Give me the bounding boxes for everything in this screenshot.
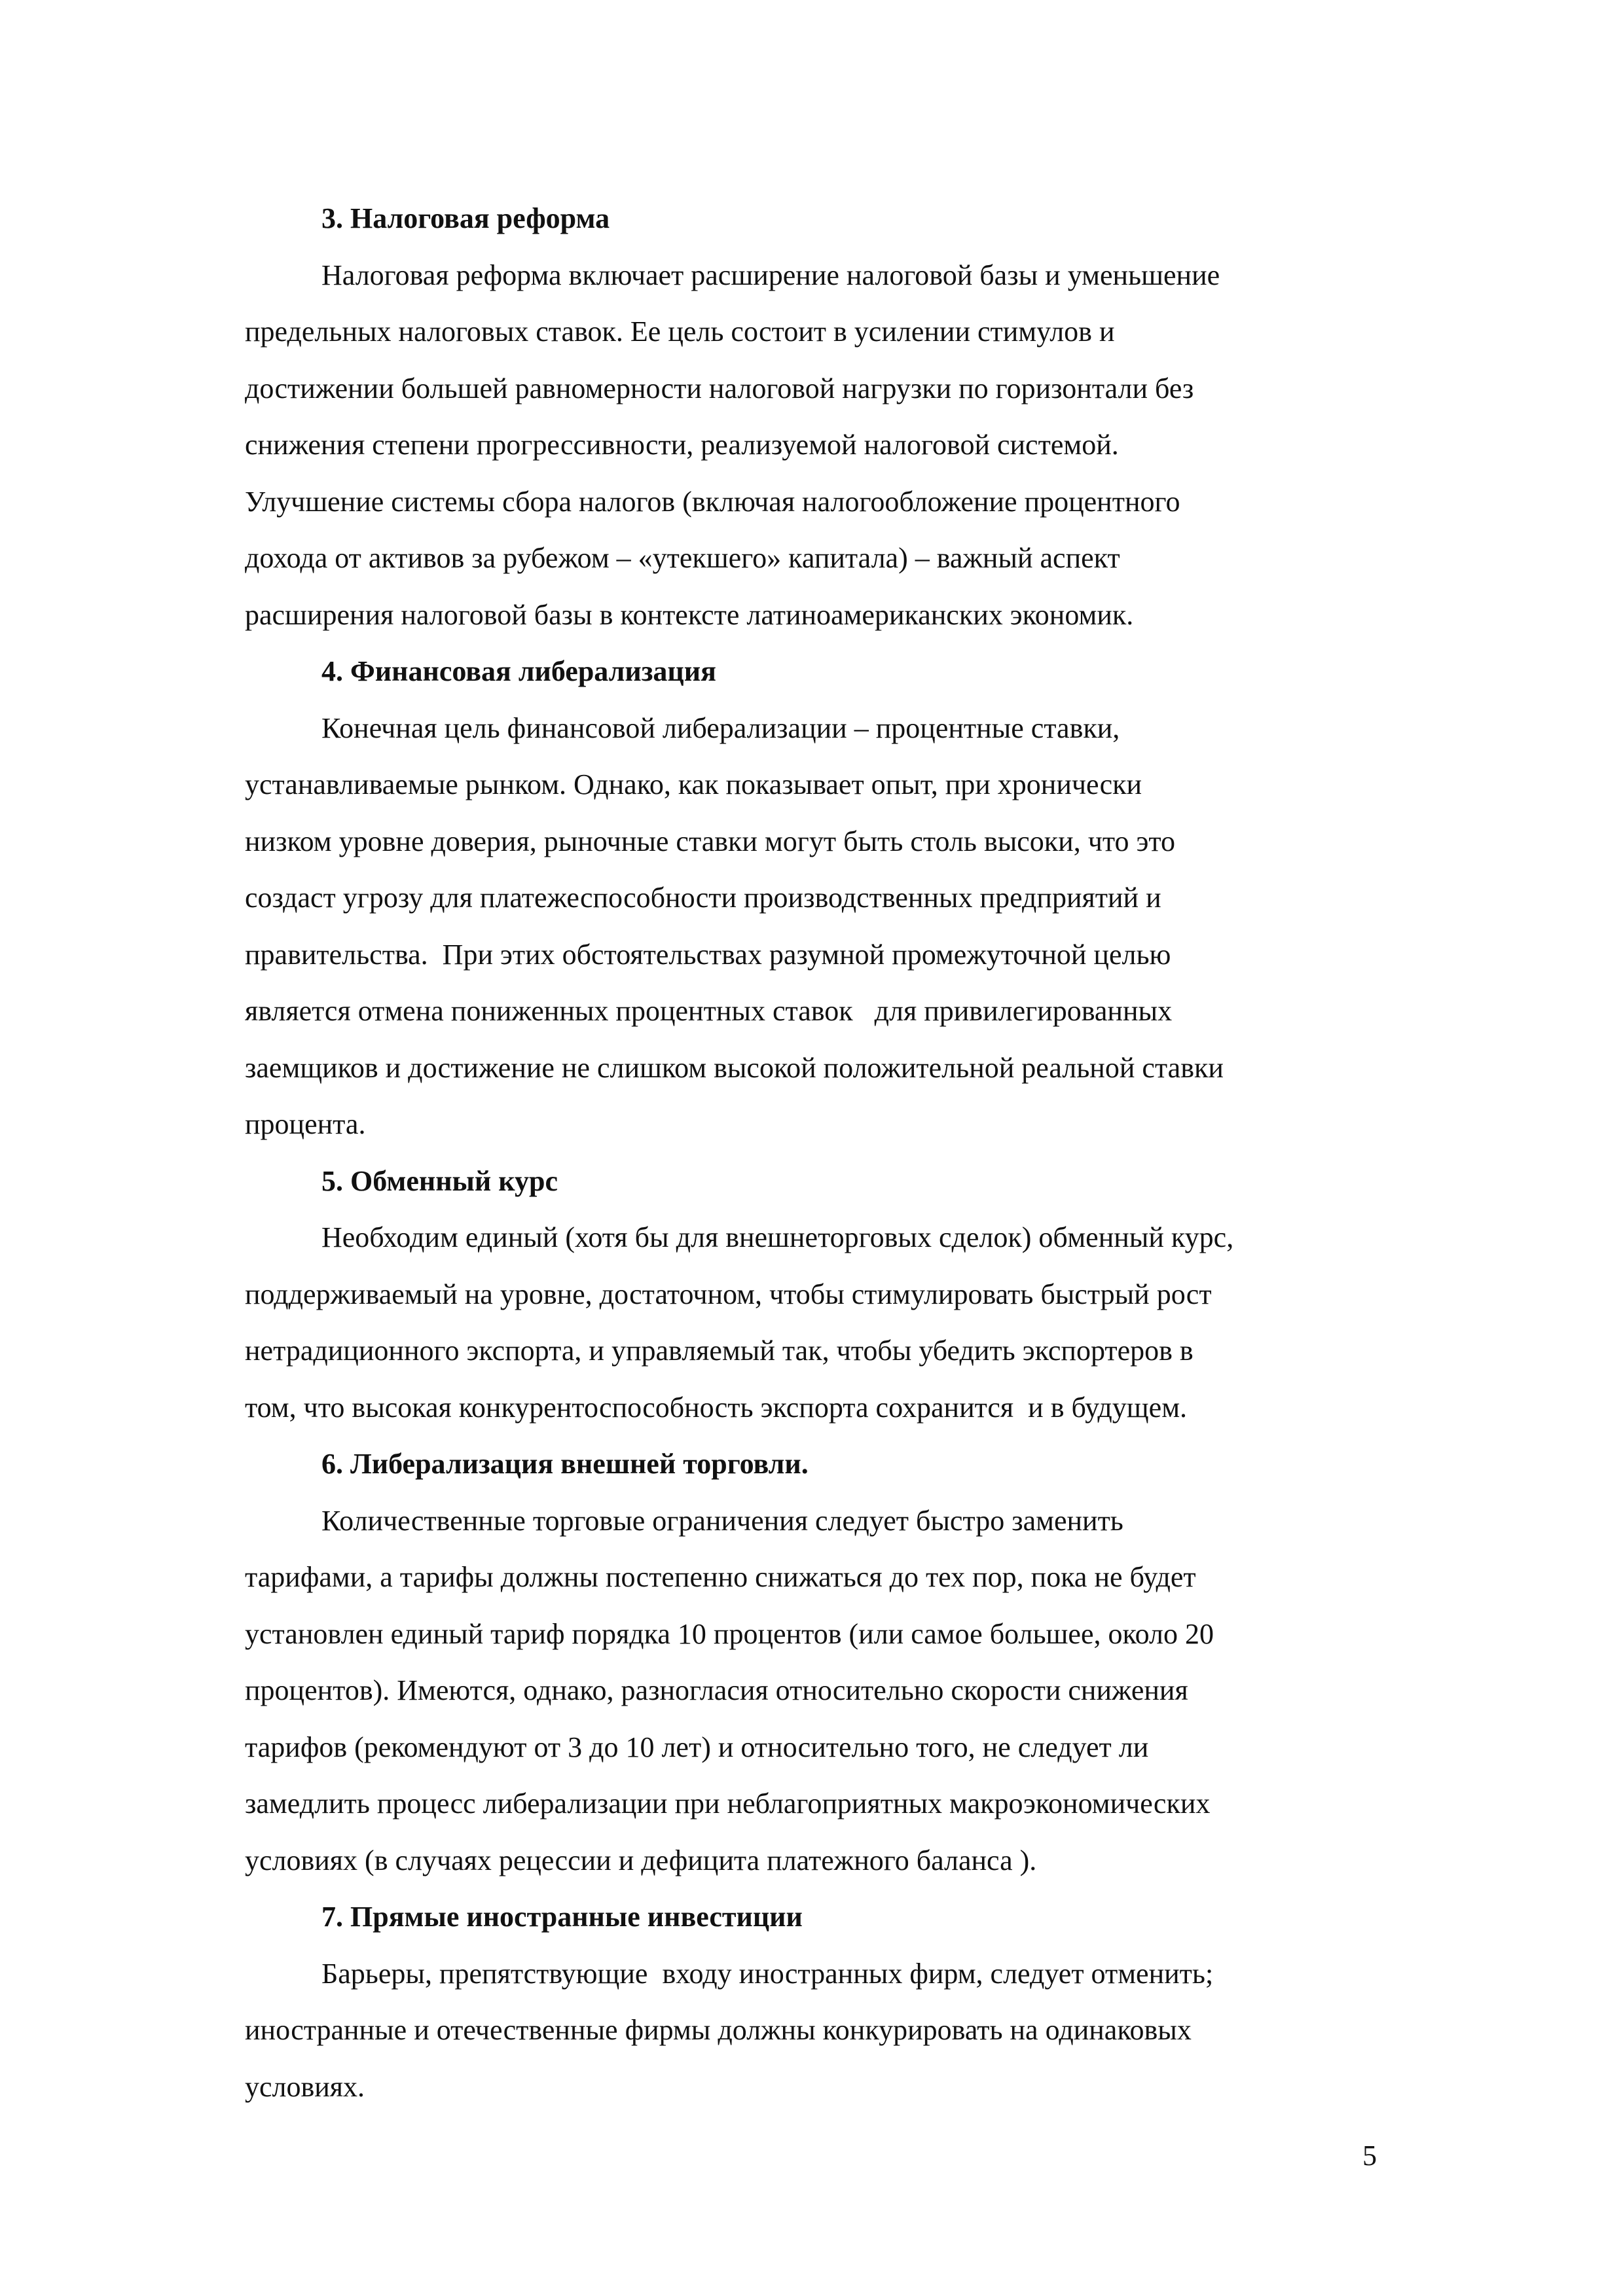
paragraph-line: Количественные торговые ограничения следует быстро заменить: [321, 1504, 1123, 1537]
paragraph-line: том, что высокая конкурентоспособность экспорта сохранится и в будущем.: [245, 1391, 1188, 1424]
section-heading-exchange-rate: 5. Обменный курс: [321, 1164, 558, 1197]
section-heading-foreign-investment: 7. Прямые иностранные инвестиции: [321, 1901, 803, 1933]
section-heading-tax-reform: 3. Налоговая реформа: [321, 202, 610, 234]
paragraph-line: устанавливаемые рынком. Однако, как показывает опыт, при хронически: [245, 768, 1142, 800]
paragraph-line: условиях.: [245, 2070, 365, 2103]
paragraph-line: расширения налоговой базы в контексте латиноамериканских экономик.: [245, 598, 1134, 631]
paragraph-line: процентов). Имеются, однако, разногласия относительно скорости снижения: [245, 1674, 1188, 1706]
paragraph-line: процента.: [245, 1108, 366, 1140]
paragraph-line: замедлить процесс либерализации при неблагоприятных макроэкономических: [245, 1787, 1211, 1820]
paragraph-line: тарифами, а тарифы должны постепенно снижаться до тех пор, пока не будет: [245, 1561, 1196, 1593]
paragraph-line: установлен единый тариф порядка 10 процентов (или самое большее, около 20: [245, 1617, 1214, 1650]
document-body: [245, 190, 1383, 2115]
paragraph-line: является отмена пониженных процентных ставок для привилегированных: [245, 995, 1173, 1027]
section-heading-financial-liberalization: 4. Финансовая либерализация: [321, 655, 716, 687]
paragraph-line: Конечная цель финансовой либерализации – процентные ставки,: [321, 711, 1120, 744]
paragraph-line: тарифов (рекомендуют от 3 до 10 лет) и относительно того, не следует ли: [245, 1731, 1149, 1763]
paragraph-line: низком уровне доверия, рыночные ставки могут быть столь высоки, что это: [245, 825, 1176, 857]
paragraph-line: Барьеры, препятствующие входу иностранных фирм, следует отменить;: [321, 1957, 1214, 1990]
paragraph-line: условиях (в случаях рецессии и дефицита платежного баланса ).: [245, 1844, 1037, 1876]
paragraph-line: Улучшение системы сбора налогов (включая налогообложение процентного: [245, 485, 1180, 518]
paragraph-line: Необходим единый (хотя бы для внешнеторговых сделок) обменный курс,: [321, 1221, 1234, 1253]
paragraph-line: поддерживаемый на уровне, достаточном, чтобы стимулировать быстрый рост: [245, 1278, 1212, 1310]
paragraph-line: дохода от активов за рубежом – «утекшего» капитала) – важный аспект: [245, 542, 1120, 574]
page-number: 5: [1362, 2140, 1377, 2172]
paragraph-line: создаст угрозу для платежеспособности производственных предприятий и: [245, 882, 1161, 914]
paragraph-line: достижении большей равномерности налоговой нагрузки по горизонтали без: [245, 372, 1194, 404]
section-heading-trade-liberalization: 6. Либерализация внешней торговли.: [321, 1448, 809, 1480]
paragraph-line: нетрадиционного экспорта, и управляемый так, чтобы убедить экспортеров в: [245, 1335, 1194, 1367]
paragraph-line: снижения степени прогрессивности, реализуемой налоговой системой.: [245, 429, 1119, 461]
paragraph-line: правительства. При этих обстоятельствах разумной промежуточной целью: [245, 938, 1171, 971]
paragraph-line: Налоговая реформа включает расширение налоговой базы и уменьшение: [321, 259, 1220, 291]
paragraph-line: заемщиков и достижение не слишком высокой положительной реальной ставки: [245, 1051, 1224, 1084]
paragraph-line: предельных налоговых ставок. Ее цель состоит в усилении стимулов и: [245, 315, 1115, 348]
paragraph-line: иностранные и отечественные фирмы должны конкурировать на одинаковых: [245, 2014, 1192, 2046]
